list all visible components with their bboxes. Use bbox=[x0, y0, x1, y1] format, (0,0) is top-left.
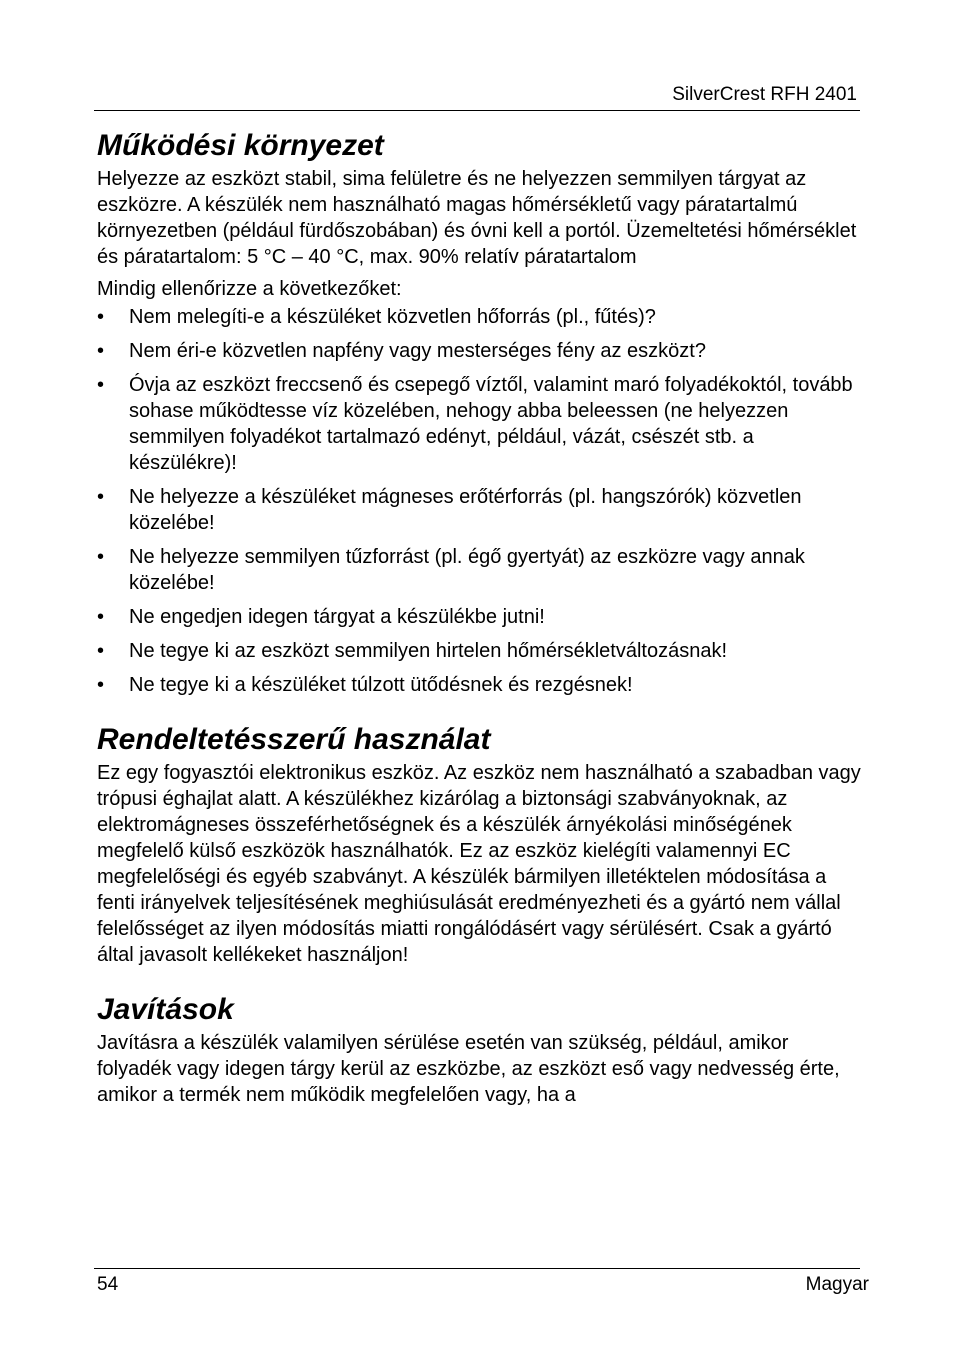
list-item bbox=[97, 672, 862, 698]
list-item-text: Nem éri-e közvetlen napfény vagy mesterséges fény az eszközt? bbox=[129, 340, 706, 362]
list-item bbox=[97, 484, 862, 536]
footer-language: Magyar bbox=[805, 1274, 869, 1295]
intended-use-paragraph: Ez egy fogyasztói elektronikus eszköz. Az eszköz nem használható a szabadban vagy trópusi éghajlat alatt. A készülékhez kizárólag a biztonsági szabványoknak, az elektromágneses összeférhetőségnek és a készülék árnyékolási minőségének megfelelő külső eszközök használhatók. Ez az eszköz kielégíti valamennyi EC megfelelőségi és egyéb szabványt. A készülék bármilyen illetéktelen módosítása a fenti irányelvek teljesítésének meghiúsulását eredményezheti és a gyártó nem vállal felelősséget az ilyen módosítás miatti rongálódásért vagy sérülésért. Csak a gyártó által javasolt kellékeket használjon! bbox=[97, 762, 861, 966]
running-header: SilverCrest RFH 2401 bbox=[672, 84, 857, 105]
list-item-text: Nem melegíti-e a készüléket közvetlen hőforrás (pl., fűtés)? bbox=[129, 306, 656, 328]
list-item-text: Óvja az eszközt freccsenő és csepegő víztől, valamint maró folyadékoktól, tovább sohase működtesse víz közelében, nehogy abba beleessen (ne helyezzen semmilyen folyadékot tartalmazó edényt, például, vázát, csészét stb. a készülékre)! bbox=[129, 374, 853, 474]
list-item bbox=[97, 304, 862, 330]
environment-paragraph: Helyezze az eszközt stabil, sima felületre és ne helyezzen semmilyen tárgyat az eszközre. A készülék nem használható magas hőmérsékletű vagy páratartalmú környezetben (például fürdőszobában) és óvni kell a portól. Üzemeltetési hőmérséklet és páratartalom: 5 °C – 40 °C, max. 90% relatív páratartalom bbox=[97, 168, 857, 268]
bullet: • bbox=[97, 486, 105, 508]
bullet: • bbox=[97, 640, 105, 662]
section-title-intended-use: Rendeltetésszerű használat bbox=[97, 723, 491, 756]
repairs-paragraph: Javításra a készülék valamilyen sérülése esetén van szükség, például, amikor folyadék vagy idegen tárgy kerül az eszközbe, az eszközt eső vagy nedvesség érte, amikor a termék nem működik megfelelően vagy, ha a bbox=[97, 1032, 840, 1106]
bullet: • bbox=[97, 374, 105, 396]
section-title-environment: Működési környezet bbox=[97, 129, 384, 162]
section-title-repairs: Javítások bbox=[97, 993, 234, 1026]
header-rule bbox=[94, 110, 860, 111]
bullet: • bbox=[97, 606, 105, 628]
list-item bbox=[97, 638, 862, 664]
list-item-text: Ne helyezze a készüléket mágneses erőtérforrás (pl. hangszórók) közvetlen közelébe! bbox=[129, 486, 802, 534]
page-content bbox=[97, 126, 862, 1108]
list-item bbox=[97, 338, 862, 364]
check-intro: Mindig ellenőrizze a következőket: bbox=[97, 278, 402, 300]
bullet: • bbox=[97, 340, 105, 362]
list-item-text: Ne tegye ki a készüléket túlzott ütődésnek és rezgésnek! bbox=[129, 674, 633, 696]
list-item bbox=[97, 544, 862, 596]
list-item bbox=[97, 604, 862, 630]
check-list bbox=[97, 304, 862, 698]
list-item-text: Ne engedjen idegen tárgyat a készülékbe jutni! bbox=[129, 606, 545, 628]
bullet: • bbox=[97, 674, 105, 696]
bullet: • bbox=[97, 546, 105, 568]
page-number: 54 bbox=[97, 1274, 119, 1295]
list-item-text: Ne helyezze semmilyen tűzforrást (pl. égő gyertyát) az eszközre vagy annak közelébe! bbox=[129, 546, 805, 594]
footer-rule bbox=[94, 1268, 860, 1269]
bullet: • bbox=[97, 306, 105, 328]
list-item-text: Ne tegye ki az eszközt semmilyen hirtelen hőmérsékletváltozásnak! bbox=[129, 640, 728, 662]
list-item bbox=[97, 372, 862, 476]
